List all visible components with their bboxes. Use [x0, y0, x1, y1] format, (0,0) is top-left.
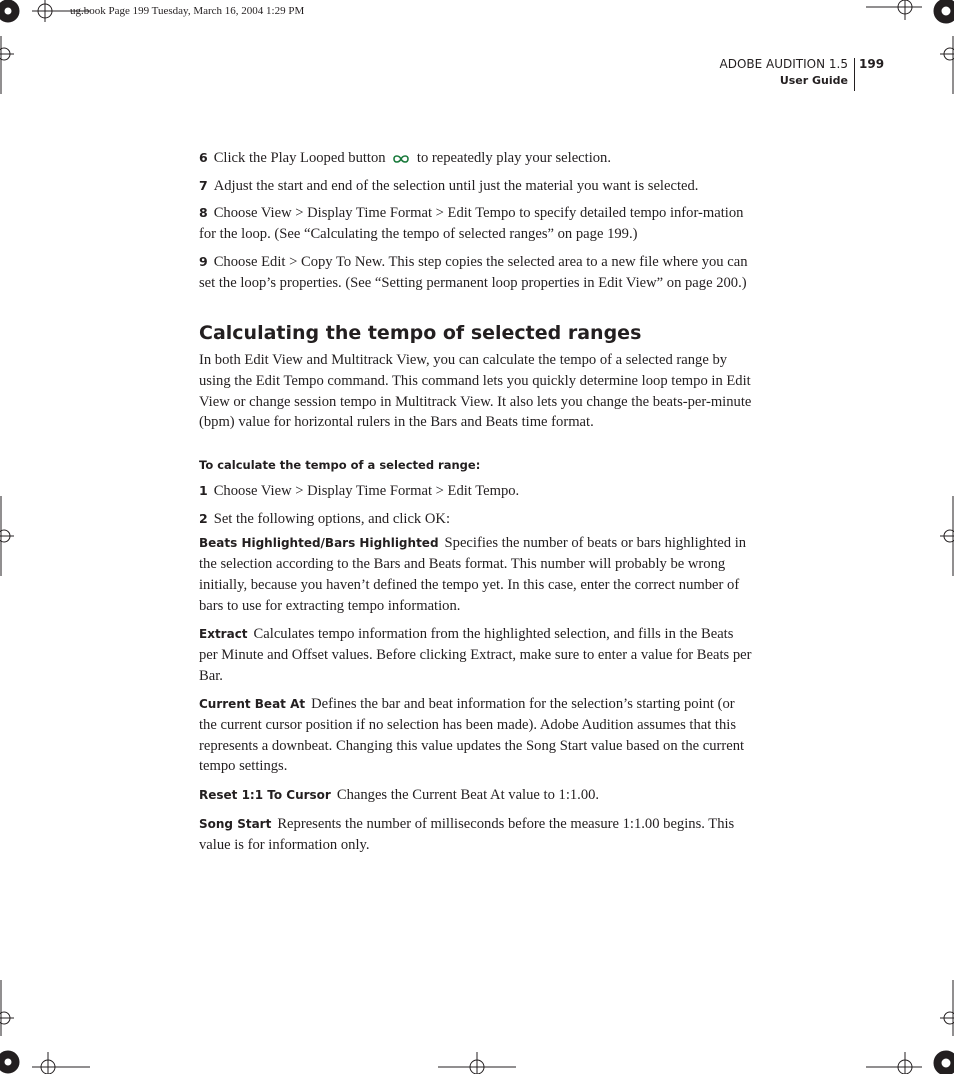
procedure-title: To calculate the tempo of a selected range: [199, 458, 481, 473]
crosshair-top-right [866, 0, 922, 20]
step-text-continued: to repeatedly play your selection. [416, 150, 611, 166]
definition-extract [199, 624, 755, 686]
definition-term: Current Beat At [199, 697, 306, 712]
definition-current-beat-at [199, 694, 755, 777]
play-looped-icon [393, 154, 409, 164]
step-number: 8 [199, 205, 208, 221]
crosshair-left-mid [0, 496, 14, 576]
starburst-mark-bottom-right [934, 1051, 954, 1074]
definition-text: Calculates tempo information from the highlighted selection, and fills in the Beats per Minute and Offset values. Before clicking Extract, make sure to enter a value for Beats per Bar. [199, 626, 752, 684]
procedure-step-1 [199, 481, 755, 502]
step-number: 6 [199, 150, 208, 165]
definition-term: Beats Highlighted/Bars Highlighted [199, 536, 439, 551]
slug-line: ug.book Page 199 Tuesday, March 16, 2004 1:29 PM [70, 5, 305, 17]
step-text: Choose Edit > Copy To New. This step copies the selected area to a new file where you can set the loop’s properties. (See “Setting permanent loop properties in Edit View” on page 200.) [199, 253, 748, 291]
running-header [720, 56, 848, 89]
definition-term: Extract [199, 627, 248, 642]
definition-text: Defines the bar and beat information for the selection’s starting point (or the current cursor position if no selection has been made). Adobe Audition assumes that this represents a downbeat. Changing this value updates the Song Start value based on the current tempo settings. [199, 696, 745, 775]
definition-song-start [199, 814, 755, 855]
section-intro: In both Edit View and Multitrack View, you can calculate the tempo of a selected range by using the Edit Tempo command. This command lets you quickly determine loop tempo in Edit View or change session tempo in Multitrack View. It also lets you change the beats-per-minute (bpm) value for horizontal rulers in the Bars and Beats time format. [199, 352, 752, 431]
header-guide: User Guide [779, 74, 848, 87]
step-number: 1 [199, 483, 208, 499]
definition-term: Song Start [199, 816, 272, 831]
step-9 [199, 252, 755, 293]
step-number: 7 [199, 177, 208, 193]
step-text: Choose View > Display Time Format > Edit Tempo to specify detailed tempo infor-mation for the loop. (See “Calculating the tempo of selected ranges” on page 199.) [199, 205, 744, 243]
page-number: 199 [859, 57, 885, 71]
page-content [199, 148, 755, 863]
step-text: Set the following options, and click OK: [213, 510, 451, 527]
step-8 [199, 203, 755, 244]
step-6 [199, 148, 755, 169]
crosshair-left-bottom [0, 980, 14, 1036]
definition-beats-highlighted [199, 533, 755, 616]
crosshair-bottom-center [438, 1052, 516, 1074]
step-number: 2 [199, 510, 208, 526]
definition-text: Represents the number of milliseconds before the measure 1:1.00 begins. This value is for information only. [199, 815, 735, 853]
section-heading: Calculating the tempo of selected ranges [199, 322, 642, 345]
crosshair-right-mid [940, 496, 954, 576]
crosshair-right-bottom [940, 980, 954, 1036]
step-text: Adjust the start and end of the selection until just the material you want is selected. [213, 177, 699, 194]
definition-text: Specifies the number of beats or bars highlighted in the selection according to the Bars and Beats format. This number will probably be wrong initially, because you haven’t defined the tempo yet. In this case, enter the correct number of bars to use for extracting tempo information. [199, 535, 747, 614]
step-text: Click the Play Looped button [213, 150, 386, 166]
header-divider [854, 58, 855, 91]
definition-reset-to-cursor [199, 785, 755, 806]
starburst-mark-top-left [0, 0, 19, 22]
definition-text: Changes the Current Beat At value to 1:1.00. [336, 787, 600, 804]
crosshair-bottom-right [866, 1052, 922, 1074]
crosshair-bottom-left [32, 1052, 90, 1074]
starburst-mark-bottom-left [0, 1051, 19, 1073]
definition-term: Reset 1:1 To Cursor [199, 788, 331, 803]
crosshair-left-top [0, 36, 14, 94]
procedure-step-2 [199, 509, 755, 530]
starburst-mark-top-right [934, 0, 954, 23]
step-7 [199, 176, 755, 197]
step-number: 9 [199, 253, 208, 269]
step-text: Choose View > Display Time Format > Edit Tempo. [213, 483, 520, 500]
crosshair-right-top [940, 36, 954, 94]
header-product: ADOBE AUDITION 1.5 [719, 57, 848, 71]
